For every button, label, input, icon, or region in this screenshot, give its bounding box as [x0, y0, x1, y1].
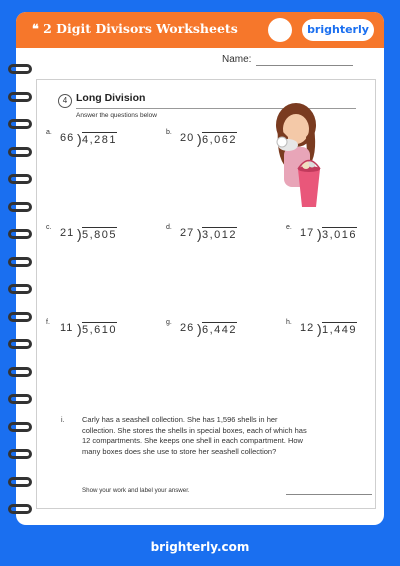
answer-line	[286, 494, 372, 495]
spiral-ring-icon	[8, 477, 30, 489]
long-division-bracket: )	[77, 131, 82, 147]
brighterly-logo: brighterly	[302, 19, 374, 41]
word-problem-text: Carly has a seashell collection. She has 1,596 shells in her collection. She stores the shells in special boxes, each of which has 12 compartments. She keeps one shell in each compartment. How many boxes does she use to store her seashell collection?	[82, 415, 307, 456]
spiral-ring-icon	[8, 504, 30, 516]
ring-loop	[8, 339, 32, 349]
ring-loop	[8, 367, 32, 377]
ring-loop	[8, 312, 32, 322]
dividend: 5,805	[82, 229, 118, 241]
long-division-bracket: )	[77, 226, 82, 242]
spiral-ring-icon	[8, 174, 30, 186]
word-problem-letter: i.	[61, 417, 65, 424]
divisor: 17	[300, 227, 315, 239]
worksheet-header	[16, 12, 384, 48]
ring-loop	[8, 477, 32, 487]
section-number-badge: 4	[58, 94, 72, 108]
dividend: 3,016	[322, 229, 358, 241]
dividend: 3,012	[202, 229, 238, 241]
ring-loop	[8, 504, 32, 514]
divisor: 20	[180, 132, 195, 144]
long-division-bracket: )	[77, 321, 82, 337]
spiral-ring-icon	[8, 284, 30, 296]
girl-with-seashells-illustration	[268, 97, 328, 212]
dividend: 6,062	[202, 134, 238, 146]
divisor: 21	[60, 227, 75, 239]
spiral-ring-icon	[8, 312, 30, 324]
problem-letter: c.	[46, 224, 52, 231]
spiral-ring-icon	[8, 449, 30, 461]
spiral-ring-icon	[8, 257, 30, 269]
ring-loop	[8, 449, 32, 459]
ring-loop	[8, 229, 32, 239]
problem-letter: e.	[286, 224, 292, 231]
spiral-ring-icon	[8, 229, 30, 241]
dividend: 5,610	[82, 324, 118, 336]
footer-url: brighterly.com	[150, 540, 250, 554]
long-division-bracket: )	[317, 321, 322, 337]
worksheet-title: ❝ 2 Digit Divisors Worksheets	[32, 21, 238, 36]
long-division-bracket: )	[197, 321, 202, 337]
spiral-ring-icon	[8, 367, 30, 379]
name-label: Name:	[222, 54, 252, 65]
ring-loop	[8, 64, 32, 74]
answer-instruction: Show your work and label your answer.	[82, 487, 190, 494]
section-title: Long Division	[76, 92, 146, 104]
problem-letter: b.	[166, 129, 172, 136]
divisor: 11	[60, 322, 74, 334]
spiral-ring-icon	[8, 339, 30, 351]
ring-loop	[8, 147, 32, 157]
ring-loop	[8, 174, 32, 184]
divisor: 26	[180, 322, 195, 334]
spiral-ring-icon	[8, 394, 30, 406]
ring-loop	[8, 422, 32, 432]
divisor: 12	[300, 322, 315, 334]
dividend: 4,281	[82, 134, 118, 146]
long-division-bracket: )	[317, 226, 322, 242]
problem-letter: d.	[166, 224, 172, 231]
name-field-line	[256, 65, 353, 66]
ring-loop	[8, 92, 32, 102]
section-subtitle: Answer the questions below	[76, 112, 157, 119]
problem-letter: a.	[46, 129, 52, 136]
divisor: 66	[60, 132, 75, 144]
long-division-bracket: )	[197, 131, 202, 147]
spiral-ring-icon	[8, 119, 30, 131]
problem-letter: h.	[286, 319, 292, 326]
dividend: 1,449	[322, 324, 358, 336]
decorative-circle-icon	[268, 18, 292, 42]
spiral-ring-icon	[8, 422, 30, 434]
problem-letter: g.	[166, 319, 172, 326]
problem-letter: f.	[46, 319, 50, 326]
ring-loop	[8, 119, 32, 129]
ring-loop	[8, 202, 32, 212]
spiral-ring-icon	[8, 92, 30, 104]
spiral-ring-icon	[8, 64, 30, 76]
ring-loop	[8, 394, 32, 404]
divisor: 27	[180, 227, 195, 239]
dividend: 6,442	[202, 324, 238, 336]
worksheet-page	[16, 12, 384, 525]
long-division-bracket: )	[197, 226, 202, 242]
ring-loop	[8, 284, 32, 294]
ring-loop	[8, 257, 32, 267]
spiral-ring-icon	[8, 202, 30, 214]
spiral-ring-icon	[8, 147, 30, 159]
